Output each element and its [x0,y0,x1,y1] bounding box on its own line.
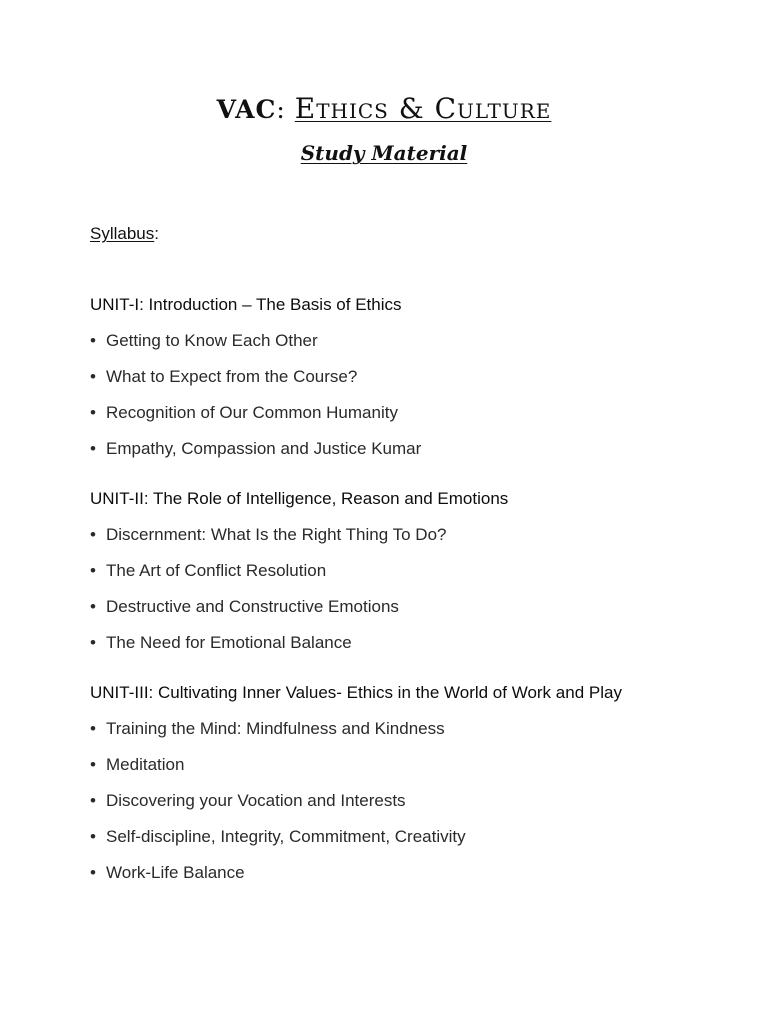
title-prefix: VAC [216,95,277,124]
unit-heading: UNIT-I: Introduction – The Basis of Ethics [90,295,402,314]
list-item [90,401,740,425]
syllabus-heading [90,222,159,246]
list-item [90,523,740,547]
bullet-icon: • [90,367,96,386]
list-item-text: Recognition of Our Common Humanity [106,403,398,422]
unit-heading: UNIT-III: Cultivating Inner Values- Ethics in the World of Work and Play [90,683,622,702]
unit-section [90,293,740,461]
bullet-icon: • [90,331,96,350]
unit-heading: UNIT-II: The Role of Intelligence, Reason and Emotions [90,489,509,508]
list-item [90,329,740,353]
list-item-text: The Need for Emotional Balance [106,633,352,652]
bullet-icon: • [90,863,96,882]
bullet-icon: • [90,403,96,422]
list-item-text: Training the Mind: Mindfulness and Kindness [106,719,445,738]
list-item [90,753,740,777]
list-item [90,861,740,885]
bullet-icon: • [90,827,96,846]
syllabus-label: Syllabus [90,224,155,243]
list-item [90,825,740,849]
document-title [0,92,768,127]
list-item [90,365,740,389]
list-item [90,789,740,813]
bullet-icon: • [90,791,96,810]
unit-section [90,681,740,885]
list-item [90,631,740,655]
bullet-icon: • [90,755,96,774]
bullet-icon: • [90,719,96,738]
syllabus-colon: : [154,224,159,243]
list-item-text: Work-Life Balance [106,863,245,882]
list-item-text: Empathy, Compassion and Justice Kumar [106,439,422,458]
list-item-text: Destructive and Constructive Emotions [106,597,399,616]
list-item-text: Meditation [106,755,185,774]
syllabus-content [90,293,740,911]
list-item-text: The Art of Conflict Resolution [106,561,327,580]
list-item-text: Self-discipline, Integrity, Commitment, Creativity [106,827,466,846]
list-item [90,595,740,619]
bullet-icon: • [90,633,96,652]
unit-section [90,487,740,655]
list-item-text: Discernment: What Is the Right Thing To Do? [106,525,447,544]
list-item [90,717,740,741]
list-item [90,559,740,583]
bullet-icon: • [90,561,96,580]
list-item-text: Discovering your Vocation and Interests [106,791,406,810]
list-item-text: What to Expect from the Course? [106,367,358,386]
bullet-icon: • [90,439,96,458]
document-subtitle: Study Material [300,141,468,165]
list-item [90,437,740,461]
bullet-icon: • [90,597,96,616]
list-item-text: Getting to Know Each Other [106,331,318,350]
title-colon: : [276,95,295,124]
bullet-icon: • [90,525,96,544]
title-main: Ethics & Culture [294,92,552,125]
